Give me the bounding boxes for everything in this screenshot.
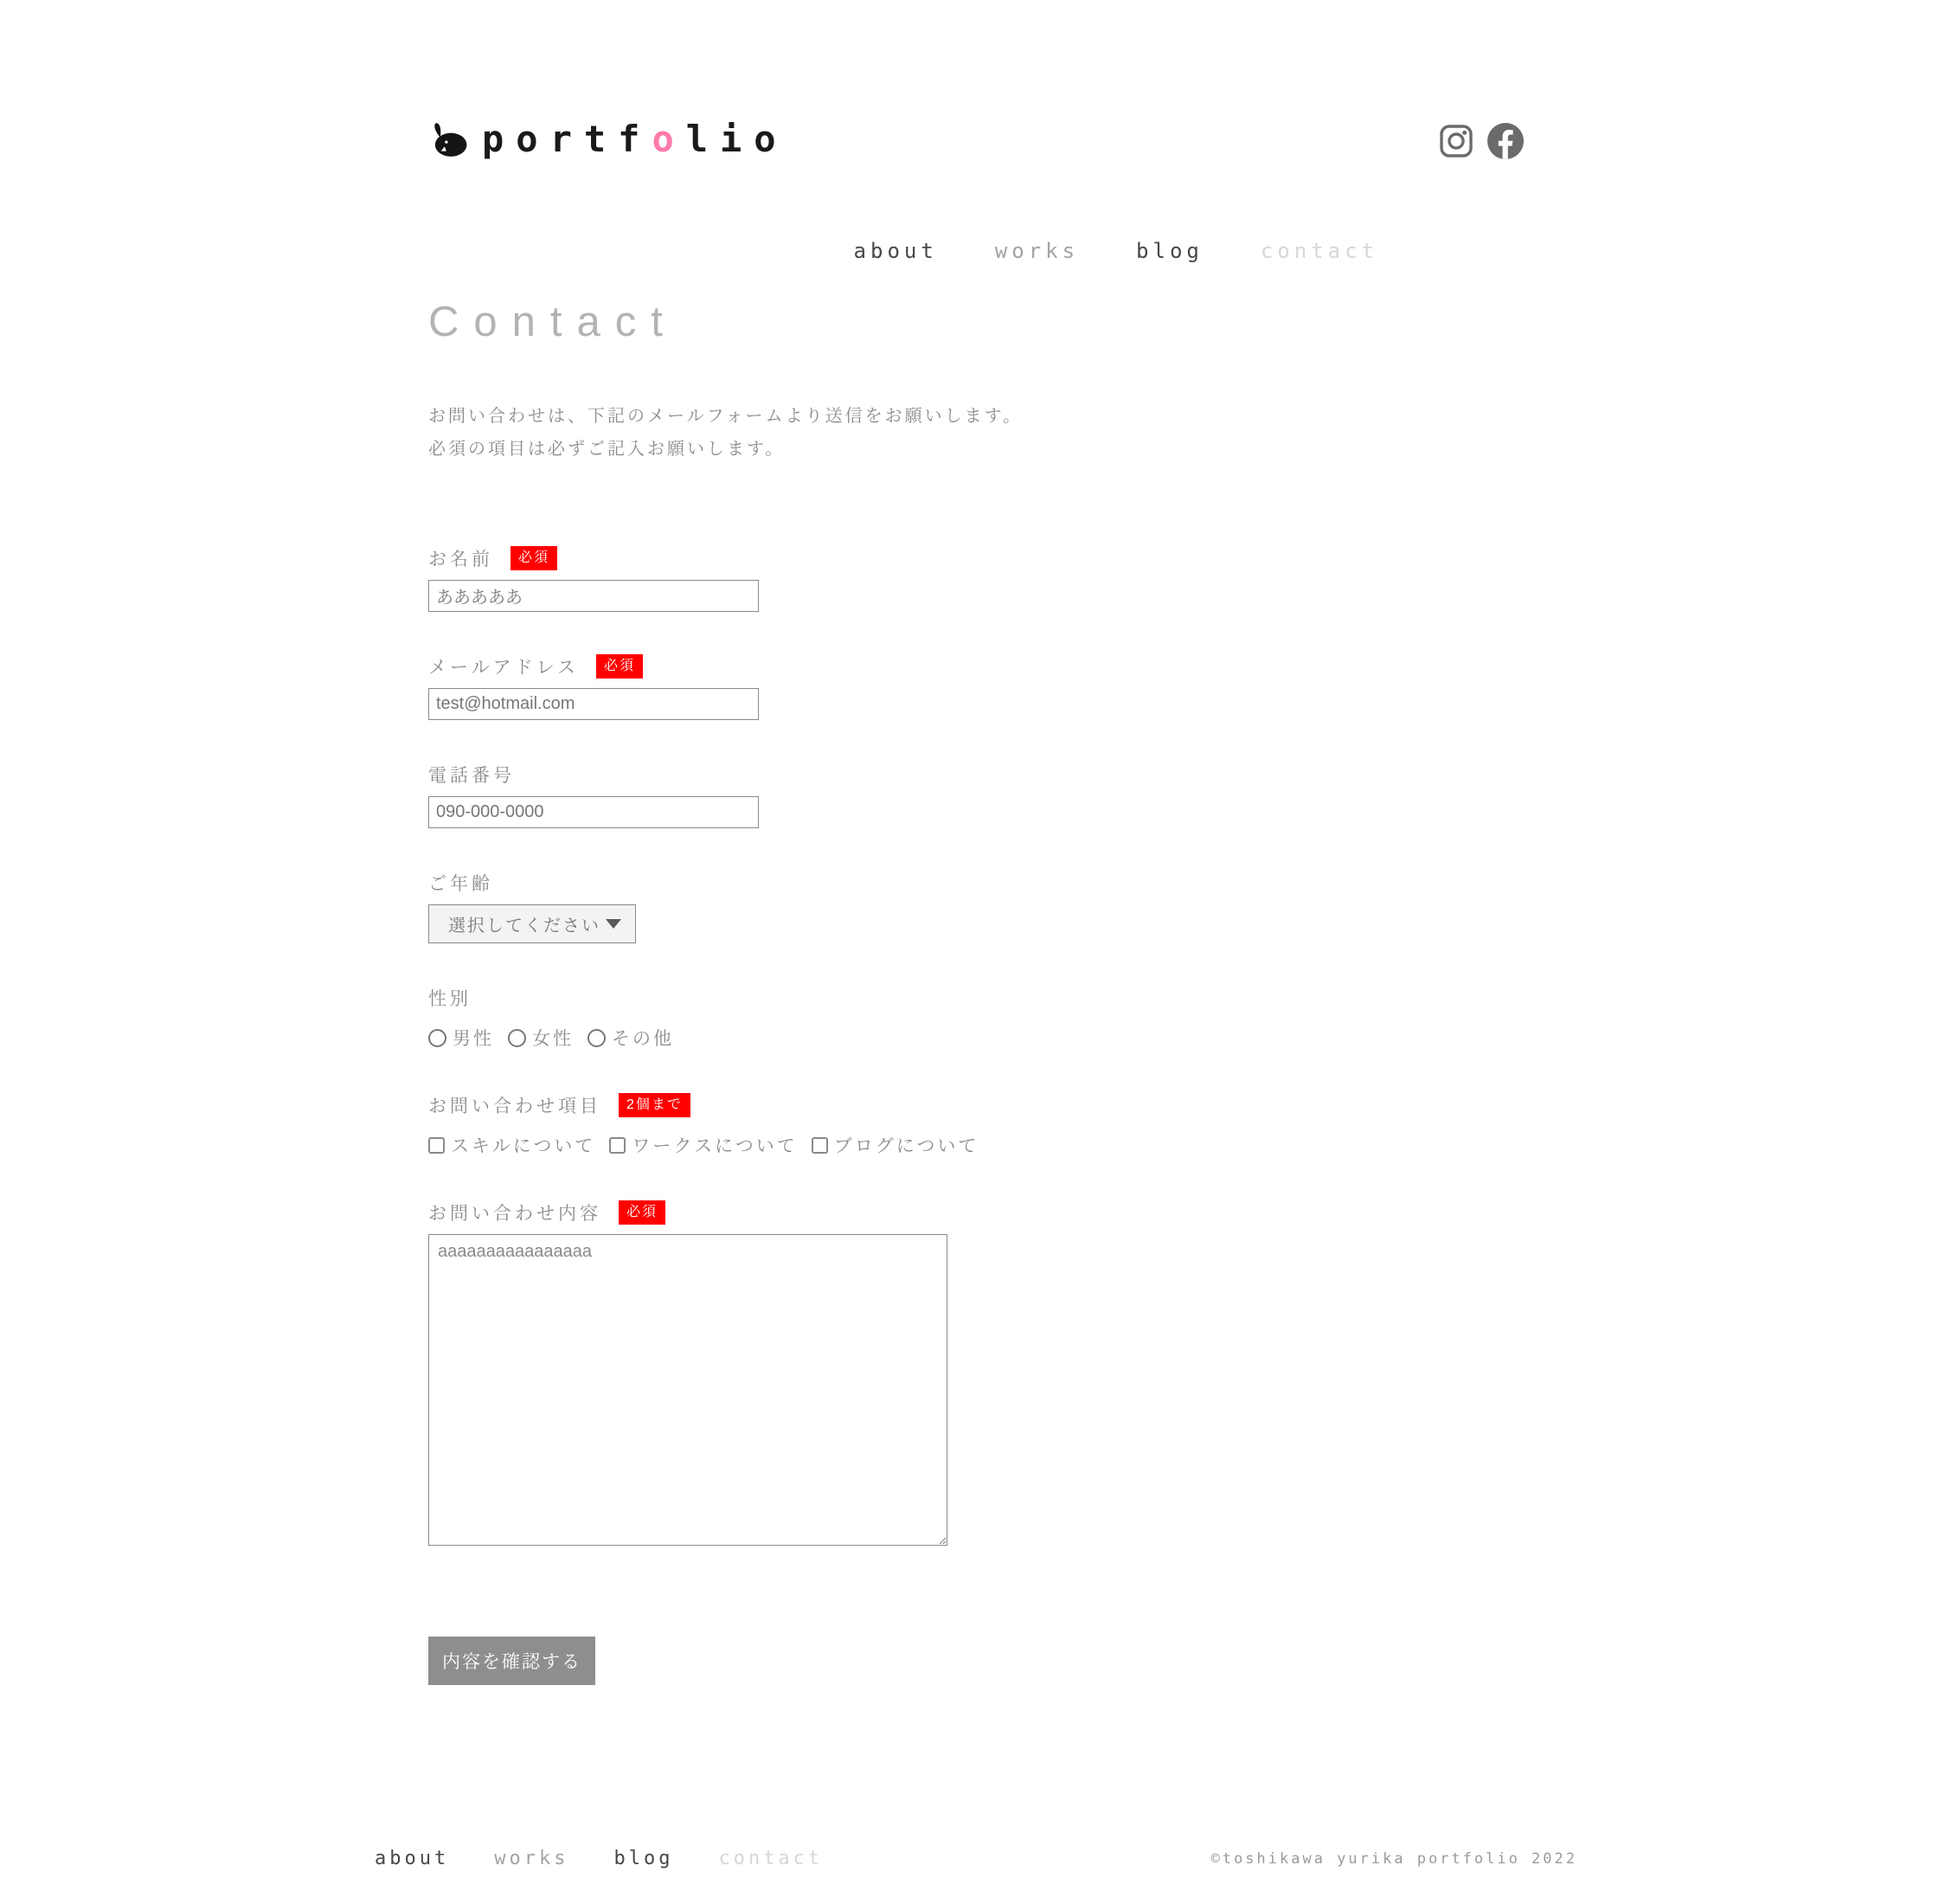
checkbox-icon: [609, 1137, 626, 1154]
checkbox-works[interactable]: [609, 1132, 797, 1158]
topics-label: お問い合わせ項目: [428, 1097, 601, 1116]
email-input[interactable]: [428, 688, 759, 720]
copyright-text: ©toshikawa yurika portfolio 2022: [1210, 1849, 1577, 1868]
footer-nav: [375, 1848, 823, 1869]
email-label: メールアドレス: [428, 658, 579, 678]
page-title: Contact: [428, 299, 677, 345]
name-input[interactable]: [428, 580, 759, 612]
radio-icon: [588, 1029, 606, 1047]
field-topics: [428, 1092, 1524, 1158]
field-name: [428, 545, 1524, 612]
radio-other[interactable]: [588, 1025, 674, 1051]
limit-badge: 2個まで: [619, 1093, 690, 1116]
message-label: お問い合わせ内容: [428, 1204, 601, 1224]
phone-label: 電話番号: [428, 766, 515, 786]
checkbox-blog-label: ブログについて: [833, 1136, 979, 1156]
field-age: [428, 870, 1524, 943]
age-select[interactable]: [428, 904, 636, 943]
instagram-icon[interactable]: [1439, 124, 1474, 158]
header: [428, 0, 1524, 159]
required-badge: 必須: [510, 546, 557, 569]
field-phone: [428, 762, 1524, 828]
main-nav: [428, 239, 1524, 263]
rabbit-icon: [428, 121, 468, 158]
checkbox-blog[interactable]: [812, 1132, 979, 1158]
footer-nav-item-works[interactable]: works: [494, 1848, 569, 1869]
footer: [0, 1848, 1952, 1869]
social-links: [1439, 121, 1524, 159]
checkbox-icon: [428, 1137, 445, 1154]
nav-item-works[interactable]: works: [994, 239, 1080, 263]
intro-text: [428, 400, 1524, 466]
checkbox-icon: [812, 1137, 828, 1154]
required-badge: 必須: [596, 654, 643, 678]
intro-line-2: 必須の項目は必ずご記入お願いします。: [428, 440, 786, 459]
chevron-down-icon: [606, 919, 621, 929]
radio-other-label: その他: [612, 1029, 674, 1049]
nav-item-about[interactable]: about: [853, 239, 938, 263]
radio-icon: [508, 1029, 526, 1047]
logo-wordmark: portfolio: [482, 118, 788, 160]
radio-female-label: 女性: [532, 1029, 574, 1049]
radio-male[interactable]: [428, 1025, 494, 1051]
age-label: ご年齢: [428, 874, 493, 894]
radio-male-label: 男性: [453, 1029, 494, 1049]
field-email: [428, 653, 1524, 720]
radio-icon: [428, 1029, 446, 1047]
phone-input[interactable]: [428, 796, 759, 828]
footer-nav-item-blog[interactable]: blog: [613, 1848, 674, 1869]
intro-line-1: お問い合わせは、下記のメールフォームより送信をお願いします。: [428, 407, 1023, 426]
field-message: [428, 1200, 1524, 1550]
gender-label: 性別: [428, 989, 472, 1009]
checkbox-skill-label: スキルについて: [451, 1136, 596, 1156]
footer-nav-item-about[interactable]: about: [375, 1848, 450, 1869]
checkbox-skill[interactable]: [428, 1132, 595, 1158]
field-gender: [428, 985, 1524, 1051]
radio-female[interactable]: [508, 1025, 574, 1051]
footer-nav-item-contact[interactable]: contact: [718, 1848, 824, 1869]
contact-form: [428, 545, 1524, 1685]
checkbox-works-label: ワークスについて: [632, 1136, 798, 1156]
nav-item-blog[interactable]: blog: [1136, 239, 1204, 263]
message-textarea[interactable]: [428, 1234, 947, 1546]
required-badge: 必須: [619, 1200, 665, 1224]
confirm-button[interactable]: 内容を確認する: [428, 1637, 595, 1685]
age-select-value: 選択してください: [448, 917, 600, 936]
site-logo[interactable]: [428, 118, 788, 160]
name-label: お名前: [428, 550, 493, 569]
facebook-icon[interactable]: [1487, 123, 1524, 159]
nav-item-contact[interactable]: contact: [1260, 239, 1378, 263]
